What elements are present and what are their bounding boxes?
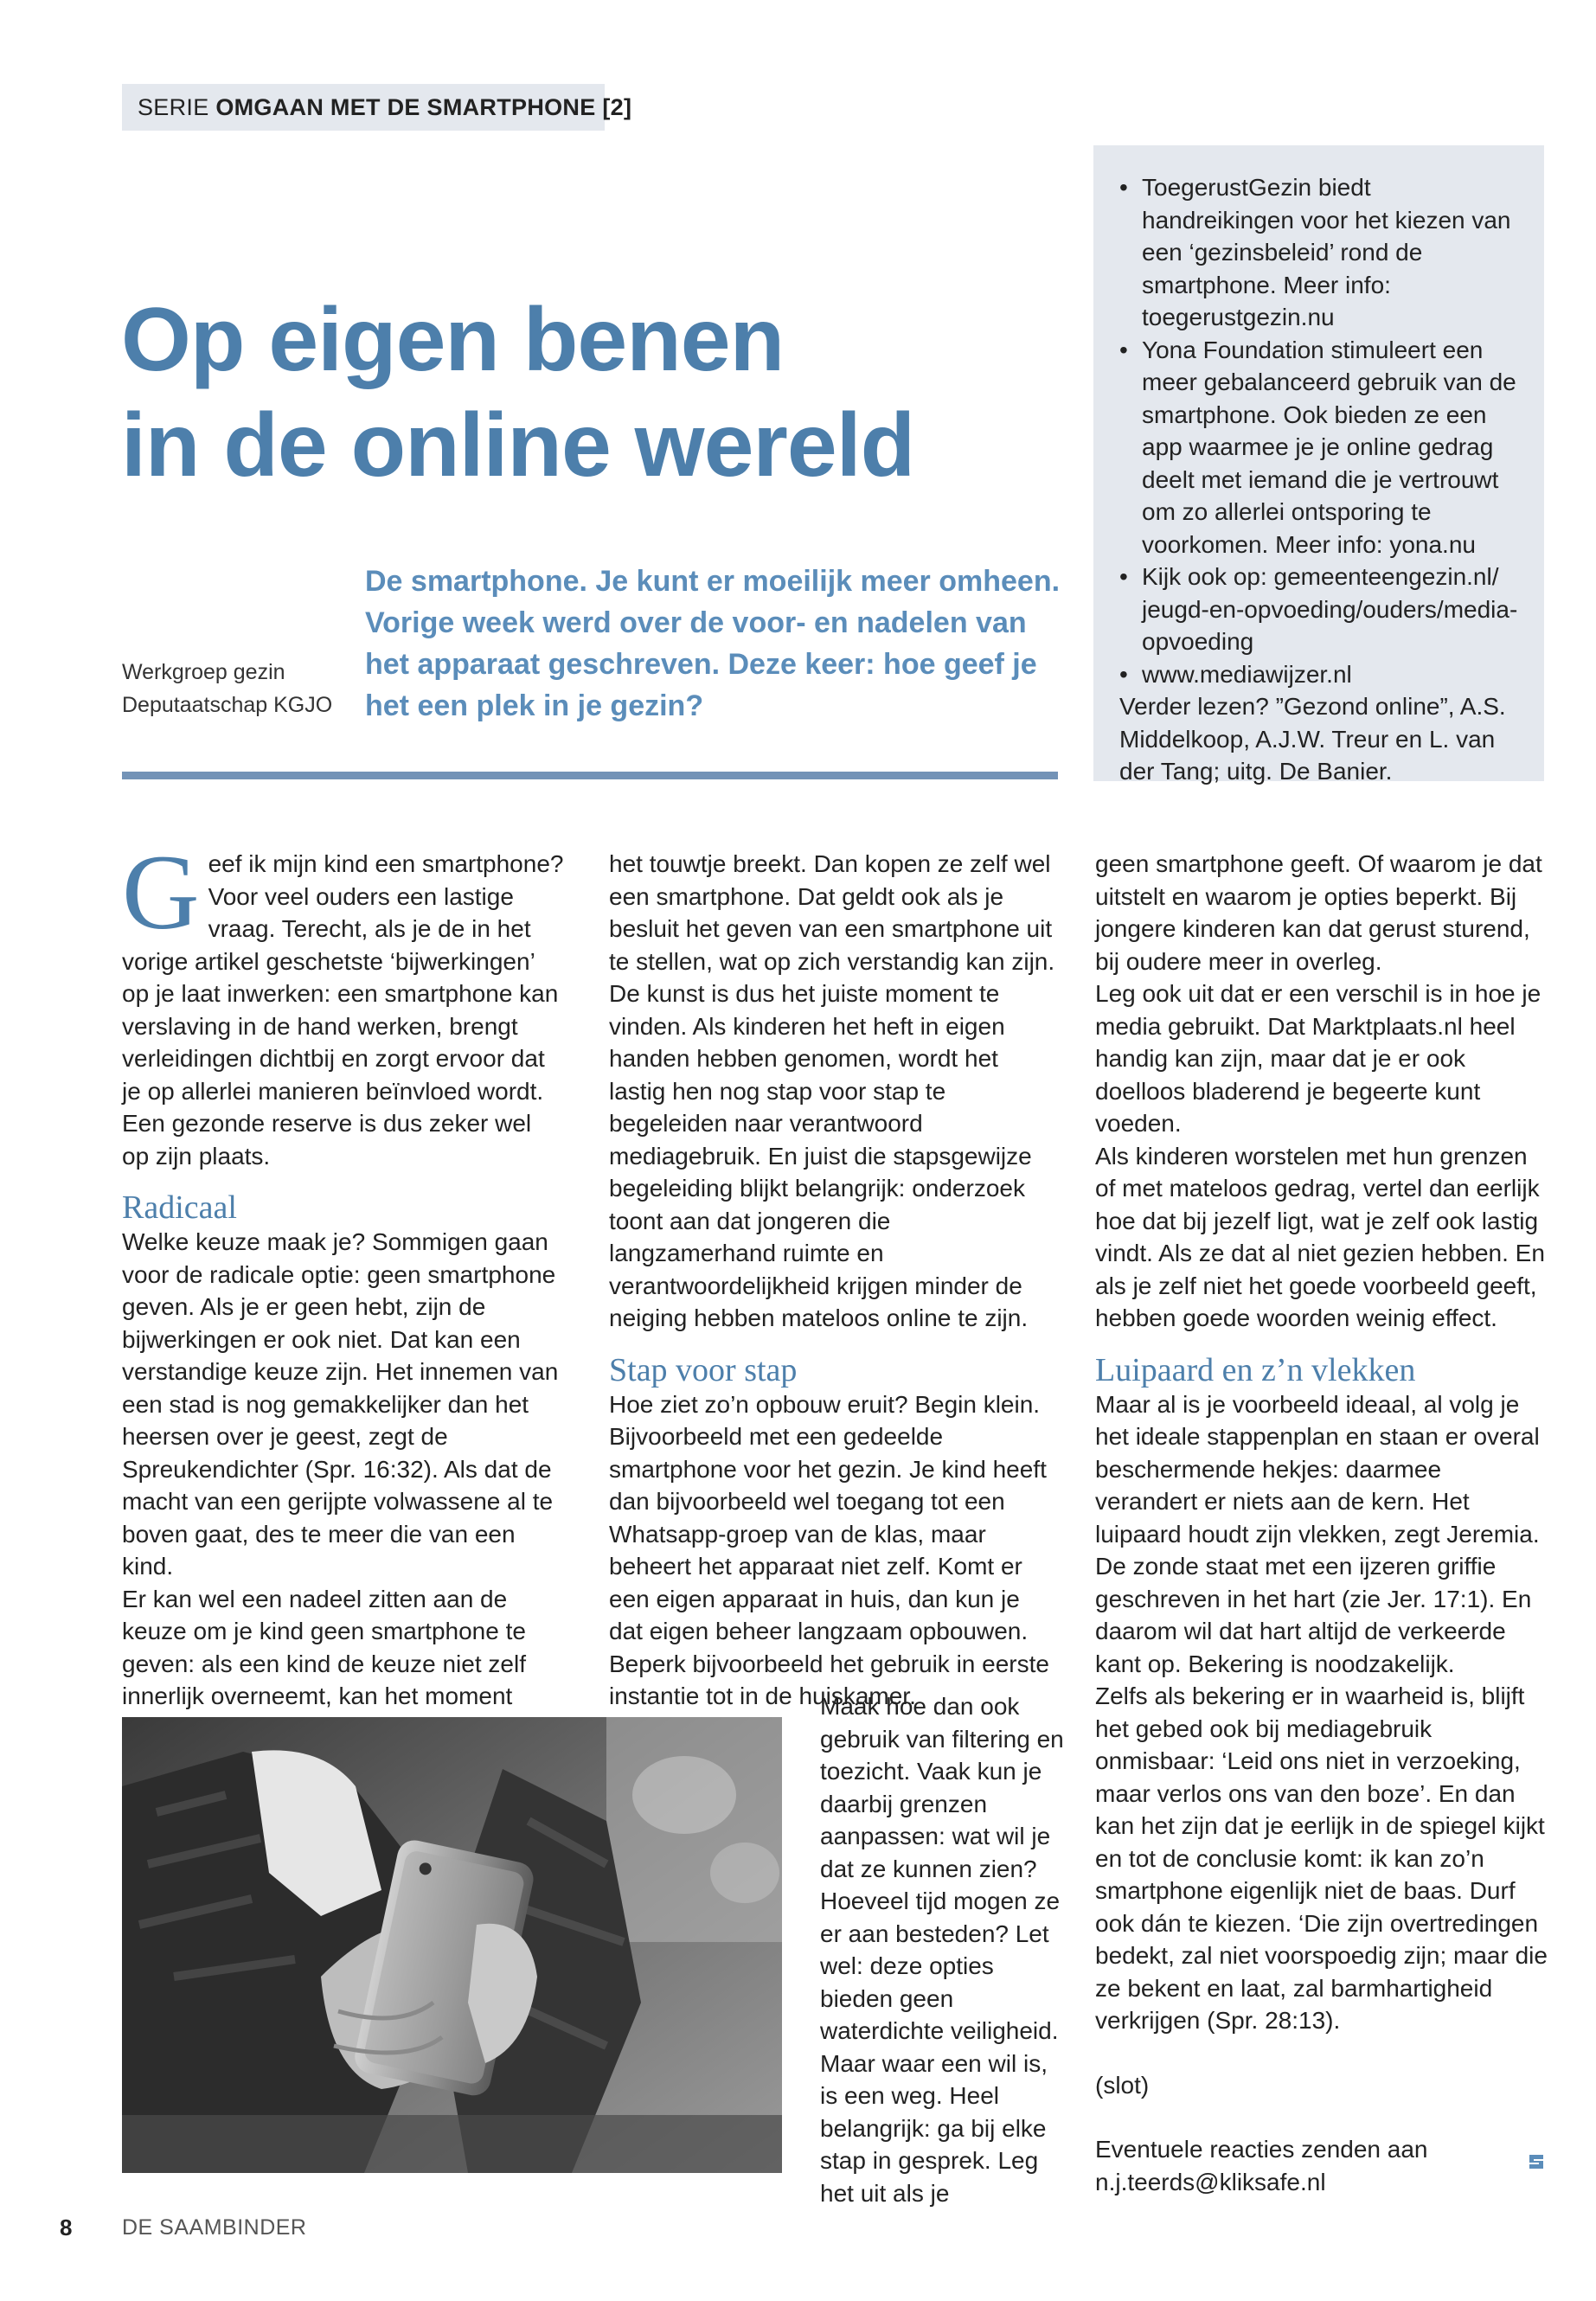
series-label — [122, 84, 632, 131]
body-paragraph — [122, 833, 565, 1172]
further-reading: Verder lezen? ”Gezond online”, A.S. Middelkoop, A.J.W. Treur en L. van der Tang; uitg. De Banier. — [1119, 693, 1506, 785]
separator-rule — [122, 772, 1058, 779]
magazine-name: DE SAAMBINDER — [122, 2215, 307, 2240]
article-column-1 — [122, 833, 565, 1745]
author-line-1: Werkgroep gezin — [122, 660, 285, 684]
body-paragraph: Als kinderen worstelen met hun grenzen of met mateloos gedrag, vertel dan eerlijk hoe dat bij jezelf ligt, wat je zelf ook lastig vindt. Als ze dat al niet gezien hebben. En als je zelf niet het goede voorbeeld geeft, hebben goede woorden weinig effect. — [1095, 1142, 1545, 1331]
intro-lead: De smartphone. Je kunt er moeilijk meer omheen. Vorige week werd over de voor- en nadelen van het apparaat geschreven. Deze keer: hoe geef je het een plek in je gezin? — [365, 565, 1061, 722]
subheading-luipaard: Luipaard en z’n vlekken — [1095, 1351, 1416, 1388]
info-item: • Yona Foundation stimuleert een meer gebalanceerd gebruik van de smartphone. Ook bieden ze een app waarmee je je online gedrag deelt met iemand die je vertrouwt om zo allerlei ontsporing te voorkomen. Meer info: yona.nu — [1142, 334, 1529, 561]
body-paragraph: Zelfs als bekering er in waarheid is, blijft het gebed ook bij mediagebruik onmisbaar: ‘Leid ons niet in verzoeking, maar verlos ons van den boze’. En dan kan het zijn dat je eerlijk in de spiegel kijkt en tot de conclusie komt: ik kan zo’n smartphone eigenlijk niet de baas. Durf ook dán te kiezen. ‘Die zijn overtredingen bedekt, zal niet voorspoedig zijn; maar die ze bekent en laat, zal barmhartigheid verkrijgen (Spr. 28:13). — [1095, 1682, 1548, 2034]
smartphone-photo-illustration — [122, 1717, 782, 2173]
info-item: • www.mediawijzer.nl — [1142, 658, 1529, 691]
body-paragraph: Maak hoe dan ook gebruik van filtering en toezicht. Vaak kun je daarbij grenzen aanpassen: wat wil je dat ze kunnen zien? Hoeveel tijd mogen ze er aan besteden? Let wel: deze opties bieden geen waterdichte veiligheid. Maar waar een wil is, is een weg. Heel belangrijk: ga bij elke stap in gesprek. Leg het uit als je — [820, 1693, 1064, 2207]
closing-note: (slot) — [1095, 2071, 1150, 2099]
page-number: 8 — [60, 2214, 73, 2240]
author-line-2: Deputaatschap KGJO — [122, 693, 333, 717]
page-title — [121, 287, 1055, 498]
drop-cap: G — [122, 833, 200, 952]
body-paragraph: Maar al is je voorbeeld ideaal, al volg je het ideale stappenplan en staan er overal beschermende hekjes: daarmee verandert er niets aan de kern. Het luipaard houdt zijn vlekken, zegt Jeremia. De zonde staat met een ijzeren griffie geschreven in het hart (zie Jer. 17:1). En daarom wil dat hart altijd de verkeerde kant op. Bekering is noodzakelijk. — [1095, 1390, 1540, 1677]
body-paragraph: het touwtje breekt. Dan kopen ze zelf wel een smartphone. Dat geldt ook als je besluit het geven van een smartphone uit te stellen, wat op zich verstandig kan zijn. De kunst is dus het juiste moment te vinden. Als kinderen het heft in eigen handen hebben genomen, wordt het lastig hen nog stap voor stap te begeleiden naar verantwoord mediagebruik. En juist die stapsgewijze begeleiding blijkt belangrijk: onderzoek toont aan dat jongeren die langzamerhand ruimte en verantwoordelijkheid krijgen minder de neiging hebben mateloos online te zijn. — [609, 850, 1055, 1331]
article-column-2 — [609, 848, 1059, 1713]
contact-email[interactable]: n.j.teerds@kliksafe.nl — [1095, 2168, 1326, 2195]
body-paragraph: Welke keuze maak je? Sommigen gaan voor de radicale optie: geen smartphone geven. Als je er geen hebt, zijn de bijwerkingen er ook niet. Dat kan een verstandige keuze zijn. Het innemen van een stad is nog gemakkelijker dan het heersen over je geest, zegt de Spreukendichter (Spr. 16:32). Als dat de macht van een gerijpte volwassene al te boven gaat, des te meer die van een kind. — [122, 1228, 559, 1580]
series-title: OMGAAN MET DE SMARTPHONE [2] — [215, 94, 632, 120]
info-box — [1093, 145, 1544, 785]
info-item: • Kijk ook op: gemeenteengezin.nl/ jeugd-en-opvoeding/ouders/media-opvoeding — [1142, 561, 1529, 658]
subheading-radicaal: Radicaal — [122, 1189, 237, 1226]
paragraph-text: eef ik mijn kind een smartphone? Voor veel ouders een lastige vraag. Terecht, als je de in het vorige artikel geschetste ‘bijwerkingen’ op je laat inwerken: een smartphone kan verslaving in de hand werken, brengt verleidingen dichtbij en zorgt ervoor dat je op allerlei manieren beïnvloed wordt. Een gezonde reserve is dus zeker wel op zijn plaats. — [122, 850, 564, 1170]
series-prefix: SERIE — [138, 94, 209, 120]
info-list — [1119, 171, 1529, 690]
article-column-3 — [1095, 848, 1549, 2198]
end-of-article-icon — [1527, 2152, 1546, 2171]
article-column-2-continued — [820, 1690, 1067, 2209]
body-paragraph: Hoe ziet zo’n opbouw eruit? Begin klein. Bijvoorbeeld met een gedeelde smartphone voor het gezin. Je kind heeft dan bijvoorbeeld wel toegang tot een Whatsapp-groep van de klas, maar beheert het apparaat niet zelf. Komt er een eigen apparaat in huis, dan kun je dat eigen beheer langzaam opbouwen. Beperk bijvoorbeeld het gebruik in eerste instantie tot in de huiskamer. — [609, 1390, 1049, 1709]
body-paragraph: Leg ook uit dat er een verschil is in hoe je media gebruikt. Dat Marktplaats.nl heel handig kan zijn, maar dat je er ook doelloos bladerend je begeerte kunt voeden. — [1095, 980, 1542, 1137]
body-paragraph: Er kan wel een nadeel zitten aan de keuze om je kind geen smartphone te geven: als een kind de keuze niet zelf innerlijk overneemt, kan het moment — [122, 1585, 526, 1709]
headline-line-1: Op eigen benen — [121, 290, 785, 390]
info-item: • ToegerustGezin biedt handreikingen voor het kiezen van een ‘gezinsbeleid’ rond de smartphone. Meer info: toegerustgezin.nu — [1142, 171, 1529, 334]
author-credit — [122, 656, 347, 721]
article-photo — [122, 1717, 782, 2173]
body-paragraph: geen smartphone geeft. Of waarom je dat uitstelt en waarom je opties beperkt. Bij jongere kinderen kan dat gerust sturend, bij oudere meer in overleg. — [1095, 850, 1542, 975]
reactions-text: Eventuele reacties zenden aan — [1095, 2136, 1428, 2163]
headline-line-2: in de online wereld — [121, 395, 915, 496]
subheading-stap-voor-stap: Stap voor stap — [609, 1351, 798, 1388]
